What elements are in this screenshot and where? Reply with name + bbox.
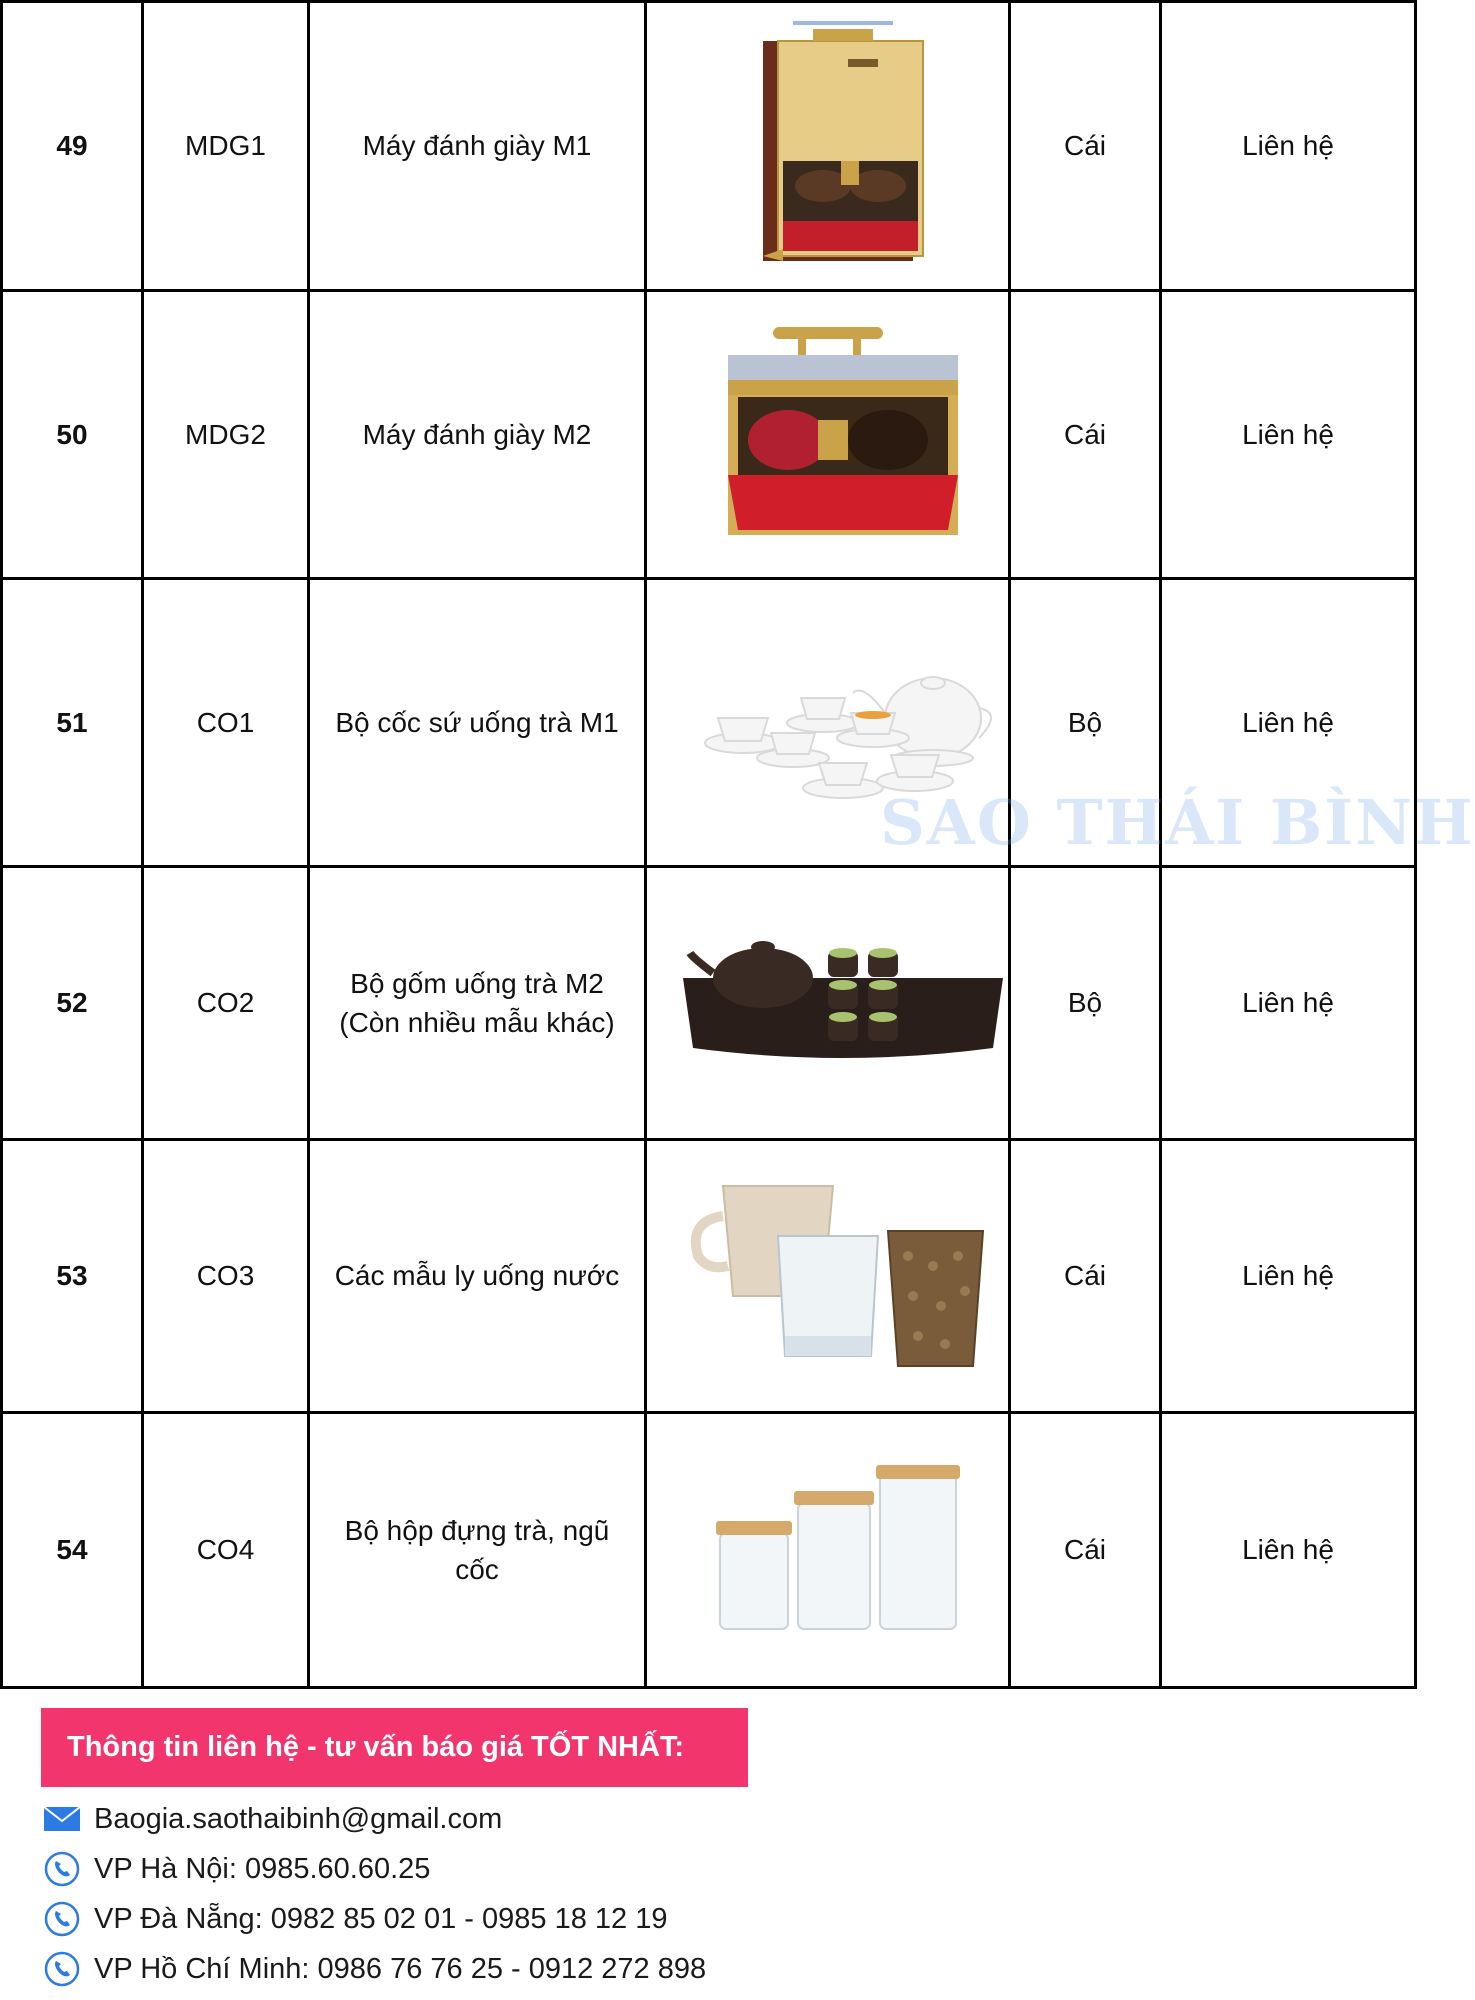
product-image-cell bbox=[646, 1413, 1010, 1688]
shoe-polisher-machine-icon bbox=[661, 325, 1025, 545]
product-unit: Bộ bbox=[1010, 579, 1161, 867]
danang-text: VP Đà Nẵng: 0982 85 02 01 - 0985 18 12 19 bbox=[94, 1902, 668, 1935]
contact-list bbox=[42, 1794, 706, 1994]
product-image-cell bbox=[646, 579, 1010, 867]
row-number: 53 bbox=[2, 1140, 143, 1413]
product-price: Liên hệ bbox=[1161, 2, 1416, 291]
product-price: Liên hệ bbox=[1161, 579, 1416, 867]
product-unit: Cái bbox=[1010, 2, 1161, 291]
phone-icon bbox=[42, 1949, 82, 1989]
product-image-cell bbox=[646, 1140, 1010, 1413]
email-text: Baogia.saothaibinh@gmail.com bbox=[94, 1802, 503, 1835]
product-name: Máy đánh giày M1 bbox=[309, 2, 646, 291]
row-number: 50 bbox=[2, 291, 143, 579]
product-price: Liên hệ bbox=[1161, 1413, 1416, 1688]
table-row bbox=[2, 2, 1416, 291]
contact-banner: Thông tin liên hệ - tư vấn báo giá TỐT NHẤT: bbox=[41, 1708, 748, 1787]
product-code: CO2 bbox=[143, 867, 309, 1140]
product-name: Bộ gốm uống trà M2 (Còn nhiều mẫu khác) bbox=[309, 867, 646, 1140]
brand-watermark: SAO THÁI BÌNH bbox=[880, 786, 1475, 859]
glass-jars-icon bbox=[661, 1465, 1025, 1635]
product-price: Liên hệ bbox=[1161, 867, 1416, 1140]
product-name: Bộ hộp đựng trà, ngũ cốc bbox=[309, 1413, 646, 1688]
table-row bbox=[2, 1140, 1416, 1413]
product-unit: Cái bbox=[1010, 1140, 1161, 1413]
hanoi-text: VP Hà Nội: 0985.60.60.25 bbox=[94, 1852, 431, 1885]
shoe-polisher-machine-icon bbox=[661, 21, 1025, 271]
product-price: Liên hệ bbox=[1161, 291, 1416, 579]
product-image-cell bbox=[646, 2, 1010, 291]
contact-hcm[interactable] bbox=[42, 1944, 706, 1994]
phone-icon bbox=[42, 1899, 82, 1939]
email-icon bbox=[42, 1799, 82, 1839]
contact-email[interactable] bbox=[42, 1794, 706, 1844]
contact-hanoi[interactable] bbox=[42, 1844, 706, 1894]
product-unit: Cái bbox=[1010, 1413, 1161, 1688]
product-code: MDG2 bbox=[143, 291, 309, 579]
table-row bbox=[2, 1413, 1416, 1688]
product-image-cell bbox=[646, 867, 1010, 1140]
ceramic-tea-set-icon bbox=[661, 933, 1025, 1073]
row-number: 51 bbox=[2, 579, 143, 867]
table-row bbox=[2, 867, 1416, 1140]
product-image-cell bbox=[646, 291, 1010, 579]
contact-danang[interactable] bbox=[42, 1894, 706, 1944]
product-unit: Bộ bbox=[1010, 867, 1161, 1140]
table-row bbox=[2, 291, 1416, 579]
hcm-text: VP Hồ Chí Minh: 0986 76 76 25 - 0912 272 898 bbox=[94, 1952, 707, 1985]
product-name: Bộ cốc sứ uống trà M1 bbox=[309, 579, 646, 867]
product-code: CO4 bbox=[143, 1413, 309, 1688]
table-row bbox=[2, 579, 1416, 867]
product-code: MDG1 bbox=[143, 2, 309, 291]
product-unit: Cái bbox=[1010, 291, 1161, 579]
product-price: Liên hệ bbox=[1161, 1140, 1416, 1413]
drinking-glasses-icon bbox=[661, 1176, 1025, 1376]
porcelain-tea-set-icon bbox=[661, 623, 1025, 823]
row-number: 54 bbox=[2, 1413, 143, 1688]
row-number: 52 bbox=[2, 867, 143, 1140]
product-name: Các mẫu ly uống nước bbox=[309, 1140, 646, 1413]
product-name: Máy đánh giày M2 bbox=[309, 291, 646, 579]
product-code: CO3 bbox=[143, 1140, 309, 1413]
row-number: 49 bbox=[2, 2, 143, 291]
phone-icon bbox=[42, 1849, 82, 1889]
product-code: CO1 bbox=[143, 579, 309, 867]
